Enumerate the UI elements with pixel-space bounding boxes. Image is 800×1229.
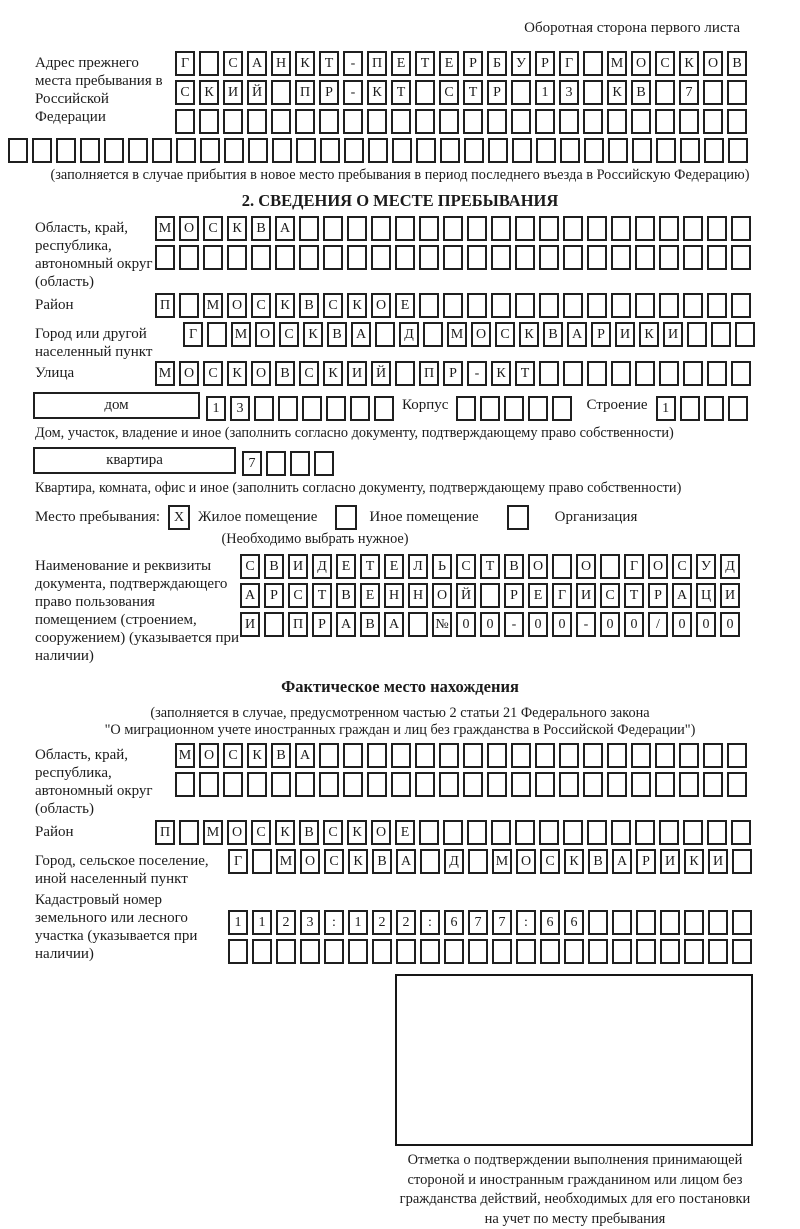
stamp-note bbox=[386, 1151, 764, 1229]
house-note: Дом, участок, владение и иное (заполнить согласно документу, подтверждающему право собственности) bbox=[35, 425, 800, 442]
actual-location-note-1: (заполняется в случае, предусмотренном частью 2 статьи 21 Федерального закона bbox=[0, 705, 800, 722]
document-row-3: И П Р А В А № 0 0 - 0 0 - 0 0 / 0 0 0 bbox=[240, 612, 744, 638]
stamp-note-line-3: гражданства действий, необходимых для его постановки bbox=[386, 1190, 764, 1210]
stay-checkbox-zhiloe: X bbox=[168, 505, 190, 530]
stay-type-row bbox=[35, 504, 800, 531]
stay-checkbox-inoe bbox=[335, 505, 357, 530]
actual-region-label: Область, край, республика, автономный округ (область) bbox=[35, 743, 175, 818]
stamp-note-line-1: Отметка о подтверждении выполнения принимающей bbox=[386, 1151, 764, 1171]
region-block bbox=[35, 216, 800, 291]
stay-checkbox-org bbox=[507, 505, 529, 530]
stamp-note-line-2: стороной и иностранным гражданином или лицом без bbox=[386, 1171, 764, 1191]
stamp-note-line-4: на учет по месту пребывания bbox=[386, 1210, 764, 1229]
cadastre-row-1: 1 1 2 3 : 1 2 2 : 6 7 7 : 6 6 bbox=[228, 910, 756, 936]
city-block bbox=[35, 322, 800, 361]
cadastre-label: Кадастровый номер земельного или лесного участка (указывается при наличии) bbox=[35, 888, 228, 963]
document-row-1: С В И Д Е Т Е Л Ь С Т В О О Г О С У Д bbox=[240, 554, 744, 580]
document-label: Наименование и реквизиты документа, подтверждающего право пользования помещением (строением, сооружением) (указывается при наличии) bbox=[35, 554, 240, 665]
actual-location-title: Фактическое место нахождения bbox=[0, 677, 800, 697]
document-block bbox=[35, 554, 800, 665]
region-row-2 bbox=[155, 245, 755, 271]
street-label: Улица bbox=[35, 361, 155, 382]
actual-district-block bbox=[35, 820, 800, 849]
street-row: М О С К О В С К И Й П Р - К Т bbox=[155, 361, 755, 387]
document-row-2: А Р С Т В Е Н Н О Й Р Е Г И С Т Р А Ц И bbox=[240, 583, 744, 609]
region-row-1: М О С К В А bbox=[155, 216, 755, 242]
actual-city-label: Город, сельское поселение, иной населенный пункт bbox=[35, 849, 228, 888]
stay-option-label-inoe: Иное помещение bbox=[369, 504, 478, 531]
city-label: Город или другой населенный пункт bbox=[35, 322, 183, 361]
prev-address-row-4 bbox=[8, 138, 800, 164]
apartment-cells: 7 bbox=[242, 451, 338, 477]
prev-address-block bbox=[35, 51, 800, 138]
actual-region-grid bbox=[175, 743, 751, 801]
district-block bbox=[35, 293, 800, 322]
street-block bbox=[35, 361, 800, 390]
stay-type-note: (Необходимо выбрать нужное) bbox=[35, 531, 595, 548]
actual-region-row-2 bbox=[175, 772, 751, 798]
cadastre-grid bbox=[228, 888, 756, 968]
apartment-row bbox=[33, 447, 800, 480]
actual-region-block bbox=[35, 743, 800, 818]
district-label: Район bbox=[35, 293, 155, 314]
house-row bbox=[33, 392, 800, 425]
actual-district-row: П М О С К В С К О Е bbox=[155, 820, 755, 846]
section2-title: 2. СВЕДЕНИЯ О МЕСТЕ ПРЕБЫВАНИЯ bbox=[0, 191, 800, 211]
prev-address-row-3 bbox=[175, 109, 751, 135]
stroenie-cells: 1 bbox=[656, 396, 752, 422]
page-header-note: Оборотная сторона первого листа bbox=[0, 0, 800, 37]
cadastre-row-2 bbox=[228, 939, 756, 965]
actual-city-row: Г М О С К В А Д М О С К В А Р И К И bbox=[228, 849, 756, 875]
city-row: Г М О С К В А Д М О С К В А Р И К И bbox=[183, 322, 759, 348]
prev-address-grid bbox=[175, 51, 751, 138]
actual-district-label: Район bbox=[35, 820, 155, 841]
house-box-label: дом bbox=[33, 392, 200, 419]
actual-city-block bbox=[35, 849, 800, 888]
prev-address-row-2: С К И Й П Р - К Т С Т Р 1 3 К В 7 bbox=[175, 80, 751, 106]
apartment-note: Квартира, комната, офис и иное (заполнить согласно документу, подтверждающему право собственности) bbox=[35, 480, 800, 497]
apartment-box-label: квартира bbox=[33, 447, 236, 474]
stroenie-label: Строение bbox=[586, 397, 647, 413]
region-grid bbox=[155, 216, 755, 274]
prev-address-note: (заполняется в случае прибытия в новое место пребывания в период последнего въезда в Российскую Федерацию) bbox=[0, 167, 800, 184]
stay-option-label-zhiloe: Жилое помещение bbox=[198, 504, 317, 531]
stay-type-label: Место пребывания: bbox=[35, 504, 160, 531]
prev-address-row-1: Г С А Н К Т - П Е Т Е Р Б У Р Г М О С К О В bbox=[175, 51, 751, 77]
stamp-box bbox=[395, 974, 753, 1146]
actual-region-row-1: М О С К В А bbox=[175, 743, 751, 769]
region-label: Область, край, республика, автономный округ (область) bbox=[35, 216, 155, 291]
prev-address-label: Адрес прежнего места пребывания в Российской Федерации bbox=[35, 51, 175, 126]
house-cells: 1 3 bbox=[206, 396, 398, 422]
korpus-cells bbox=[456, 396, 576, 422]
stay-option-label-org: Организация bbox=[555, 504, 638, 531]
actual-location-note-2: "О миграционном учете иностранных граждан и лиц без гражданства в Российской Федерации") bbox=[0, 722, 800, 739]
korpus-label: Корпус bbox=[402, 397, 448, 413]
cadastre-block bbox=[35, 888, 800, 968]
district-row: П М О С К В С К О Е bbox=[155, 293, 755, 319]
document-grid bbox=[240, 554, 744, 641]
